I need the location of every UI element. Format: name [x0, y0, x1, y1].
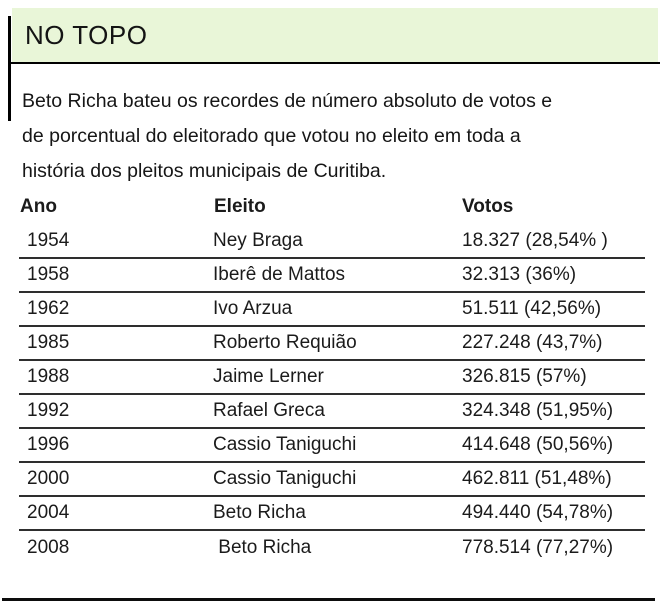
table-row	[19, 429, 645, 463]
intro-line-3: história dos pleitos municipais de Curitiba.	[22, 160, 387, 182]
cell-votos: 494.440 (54,78%)	[462, 502, 614, 523]
table-row	[19, 361, 645, 395]
cell-votos: 778.514 (77,27%)	[462, 537, 614, 558]
cell-eleito: Beto Richa	[213, 502, 306, 523]
column-header-eleito: Eleito	[214, 196, 266, 217]
table-row	[19, 327, 645, 361]
intro-text	[22, 84, 646, 189]
cell-ano: 1985	[27, 332, 70, 353]
table-body	[19, 225, 645, 565]
cell-ano: 1992	[27, 400, 70, 421]
cell-eleito: Ivo Arzua	[213, 298, 293, 319]
cell-votos: 414.648 (50,56%)	[462, 434, 614, 455]
cell-votos: 324.348 (51,95%)	[462, 400, 614, 421]
table-row	[19, 497, 645, 531]
table-row	[19, 531, 645, 565]
page-title: NO TOPO	[25, 19, 148, 50]
table-row	[19, 293, 645, 327]
table-row	[19, 225, 645, 259]
cell-eleito: Rafael Greca	[213, 400, 325, 421]
cell-eleito: Jaime Lerner	[213, 366, 324, 387]
intro-line-1: Beto Richa bateu os recordes de número absoluto de votos e	[22, 90, 553, 112]
cell-eleito: Cassio Taniguchi	[213, 434, 357, 455]
cell-votos: 32.313 (36%)	[462, 264, 577, 285]
cell-votos: 326.815 (57%)	[462, 366, 587, 387]
cell-ano: 1962	[27, 298, 70, 319]
cell-eleito: Roberto Requião	[213, 332, 357, 353]
table-header-row	[19, 189, 645, 225]
table-row	[19, 463, 645, 497]
results-table	[19, 189, 645, 565]
cell-ano: 2000	[27, 468, 70, 489]
cell-eleito: Ney Braga	[213, 230, 303, 251]
cell-eleito: Beto Richa	[213, 537, 312, 558]
table-row	[19, 395, 645, 429]
table-row	[19, 259, 645, 293]
header-divider-rule	[8, 62, 660, 64]
infographic-box	[0, 8, 660, 602]
left-vertical-rule	[8, 16, 11, 121]
cell-votos: 462.811 (51,48%)	[462, 468, 612, 489]
cell-votos: 51.511 (42,56%)	[462, 298, 602, 319]
cell-ano: 1958	[27, 264, 70, 285]
cell-ano: 1954	[27, 230, 70, 251]
bottom-thick-rule	[2, 598, 655, 601]
column-header-votos: Votos	[462, 196, 514, 217]
cell-ano: 1988	[27, 366, 70, 387]
cell-ano: 2004	[27, 502, 70, 523]
cell-votos: 227.248 (43,7%)	[462, 332, 603, 353]
cell-votos: 18.327 (28,54% )	[462, 230, 608, 251]
header-box	[12, 8, 658, 62]
intro-line-2: de porcentual do eleitorado que votou no eleito em toda a	[22, 125, 521, 147]
column-header-ano: Ano	[20, 196, 57, 217]
cell-eleito: Cassio Taniguchi	[213, 468, 357, 489]
cell-eleito: Iberê de Mattos	[213, 264, 346, 285]
cell-ano: 2008	[27, 537, 70, 558]
cell-ano: 1996	[27, 434, 70, 455]
